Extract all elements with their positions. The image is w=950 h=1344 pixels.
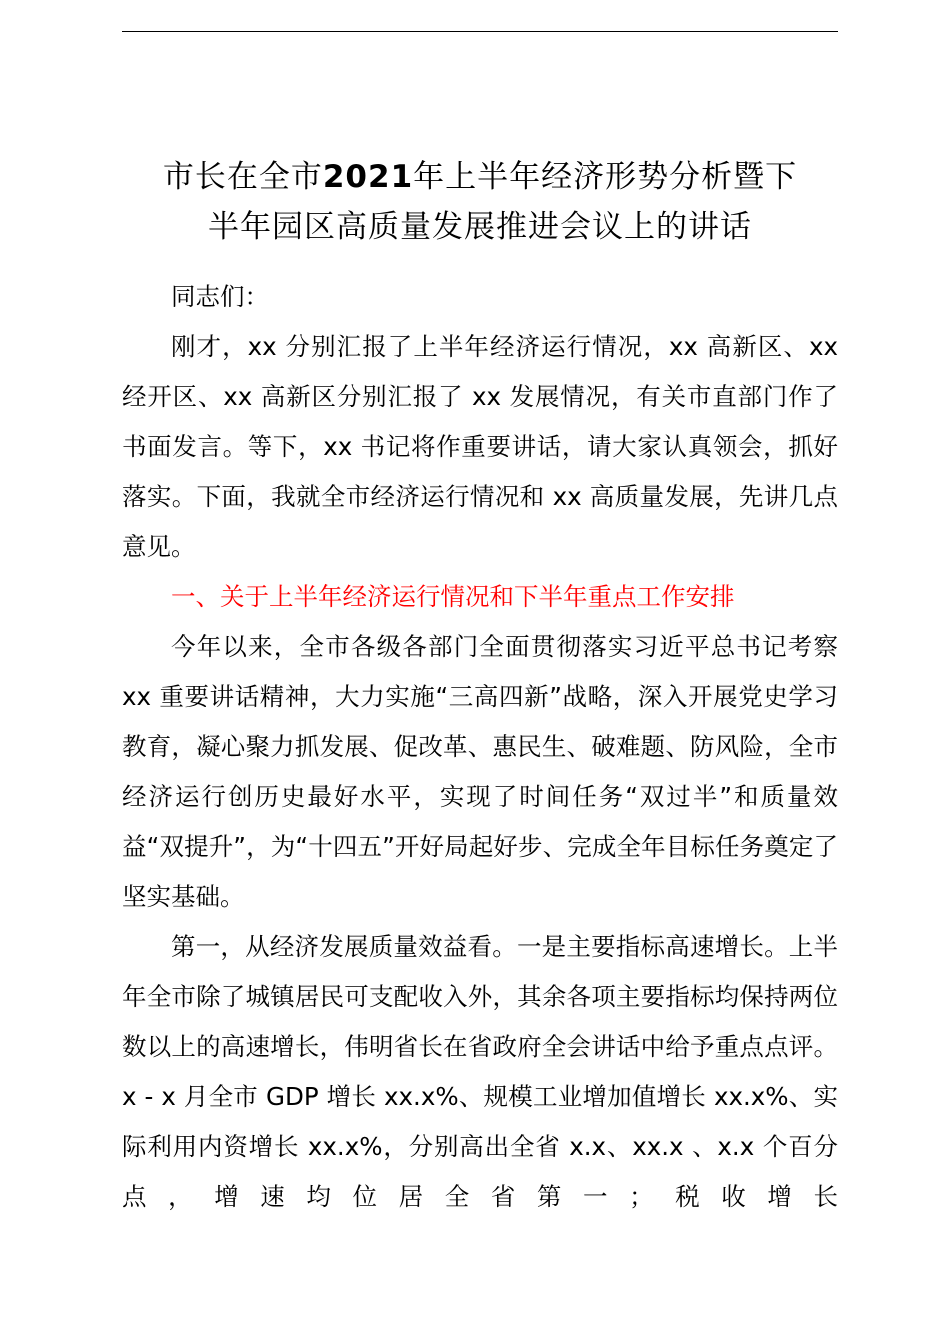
document-title	[110, 152, 850, 252]
salutation: 同志们：	[171, 282, 269, 311]
title-line1-pre: 市长在全市	[162, 159, 323, 195]
paragraph-overview: 今年以来，全市各级各部门全面贯彻落实习近平总书记考察 xx 重要讲话精神，大力实施“三高四新”战略，深入开展党史学习教育，凝心聚力抓发展、促改革、惠民生、破难题、防风险，全市经济运行创历史最好水平，实现了时间任务“双过半”和质量效益“双提升”，为“十四五”开好局起好步、完成全年目标任务奠定了坚实基础。	[122, 632, 838, 911]
header-rule	[122, 31, 838, 32]
paragraph-first-point: 第一，从经济发展质量效益看。一是主要指标高速增长。上半年全市除了城镇居民可支配收入外，其余各项主要指标均保持两位数以上的高速增长，伟明省长在省政府全会讲话中给予重点点评。x - x 月全市 GDP 增长 xx.x%、规模工业增加值增长 xx.x%、实际利用内资增长 xx.x%，分别高出全省 x.x、xx.x 、x.x 个百分点，增速均位居全省第一；税收增长	[122, 932, 838, 1211]
section-heading-1: 一、关于上半年经济运行情况和下半年重点工作安排	[171, 582, 735, 611]
document-body	[122, 272, 838, 1222]
title-line1-post: 年上半年经济形势分析暨下	[413, 159, 798, 195]
title-line2: 半年园区高质量发展推进会议上的讲话	[208, 209, 752, 245]
title-year: 2021	[322, 159, 414, 195]
paragraph-intro: 刚才，xx 分别汇报了上半年经济运行情况，xx 高新区、xx 经开区、xx 高新区分别汇报了 xx 发展情况，有关市直部门作了书面发言。等下，xx 书记将作重要讲话，请大家认真领会，抓好落实。下面，我就全市经济运行情况和 xx 高质量发展，先讲几点意见。	[122, 332, 838, 561]
